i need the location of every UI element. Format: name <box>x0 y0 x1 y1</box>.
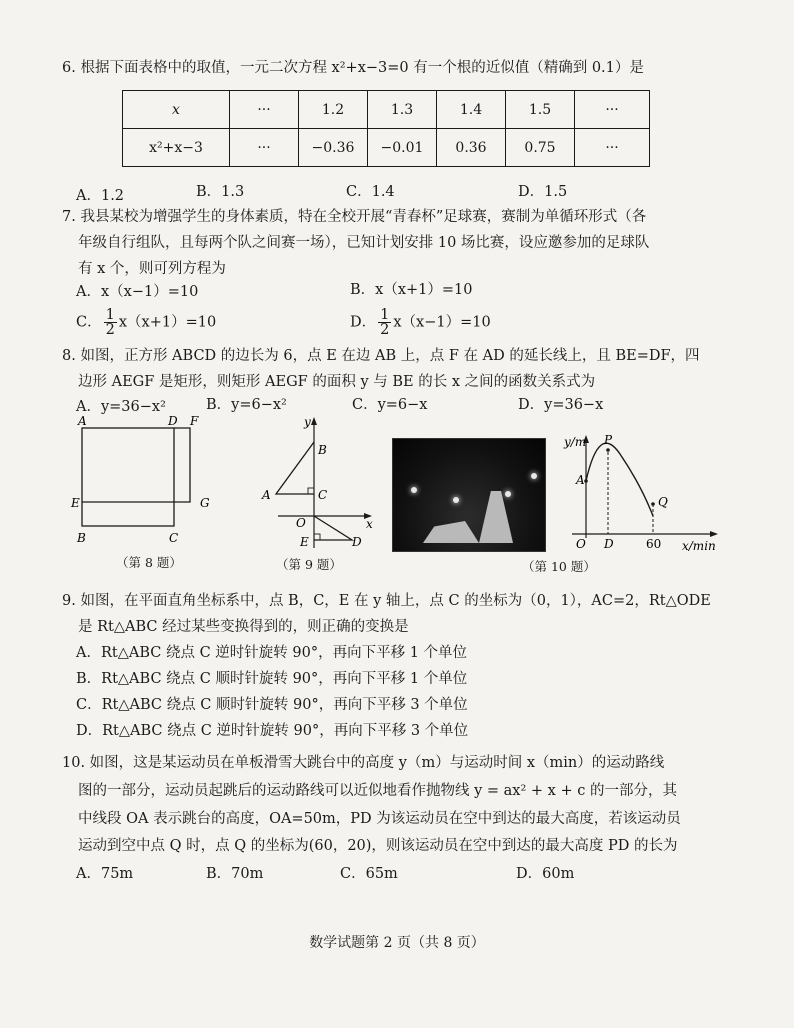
table-cell: −0.36 <box>299 129 368 167</box>
q8-line-2: 边形 AEGF 是矩形，则矩形 AEGF 的面积 y 与 BE 的长 x 之间的函数关系式为 <box>78 374 596 390</box>
table-cell: ··· <box>230 129 299 167</box>
q7-line-2: 年级自行组队，且每两个队之间赛一场），已知计划安排 10 场比赛，设应邀参加的足球队 <box>78 235 650 251</box>
q9-option-d: D．Rt△ABC 绕点 C 逆时针旋转 90°，再向下平移 3 个单位 <box>76 723 469 739</box>
point-label-b: B <box>77 531 86 545</box>
q9-option-a: A．Rt△ABC 绕点 C 逆时针旋转 90°，再向下平移 1 个单位 <box>76 645 468 661</box>
option-text: x（x+1）=10 <box>118 314 217 331</box>
table-cell: x²+x−3 <box>123 129 230 167</box>
floodlight-icon <box>411 487 417 493</box>
figure-10-parabola-graph <box>562 426 728 556</box>
point-label-e: E <box>300 535 309 549</box>
q7-line-3: 有 x 个，则可列方程为 <box>78 261 226 277</box>
q6-option-b: B．1.3 <box>196 184 245 200</box>
point-label-o: O <box>576 537 586 551</box>
q7-option-d <box>350 308 491 337</box>
axis-label-y: y <box>304 415 311 429</box>
table-cell: ··· <box>230 91 299 129</box>
right-angle-mark <box>308 488 314 494</box>
q6-option-d: D．1.5 <box>518 184 568 200</box>
parabola-curve <box>586 443 653 516</box>
q10-option-a: A．75m <box>76 866 134 882</box>
fraction-one-half: $\frac{1}{2}$ <box>380 307 390 338</box>
table-cell: 1.5 <box>506 91 575 129</box>
point-label-q: Q <box>658 495 668 509</box>
q10-option-d: D．60m <box>516 866 575 882</box>
point-label-g: G <box>200 496 210 510</box>
q6-value-table <box>122 90 650 167</box>
q9-option-b: B．Rt△ABC 绕点 C 顺时针旋转 90°，再向下平移 1 个单位 <box>76 671 468 687</box>
figure-9-caption: （第 9 题） <box>276 557 342 572</box>
point-q-marker <box>651 502 655 506</box>
q6-option-c: C．1.4 <box>346 184 395 200</box>
table-cell: 0.36 <box>437 129 506 167</box>
axis-label-x-min: x/min <box>682 539 716 553</box>
x-axis-arrow-icon <box>710 531 718 537</box>
q10-line-4: 运动到空中点 Q 时，点 Q 的坐标为(60，20)，则该运动员在空中到达的最大高度 PD 的长为 <box>78 838 678 854</box>
point-label-c: C <box>318 488 328 502</box>
figure-8-caption: （第 8 题） <box>116 555 182 570</box>
q7-line-1: 7. 我县某校为增强学生的身体素质，特在全校开展“青春杯”足球赛，赛制为单循环形式（各 <box>62 209 647 225</box>
q10-line-3: 中线段 OA 表示跳台的高度，OA=50m，PD 为该运动员在空中到达的最大高度，若该运动员 <box>78 811 681 827</box>
triangle-abc <box>276 442 314 494</box>
table-cell: ··· <box>575 129 650 167</box>
q8-option-b: B．y=6−x² <box>206 397 287 413</box>
point-label-a: A <box>576 473 585 487</box>
q8-option-c: C．y=6−x <box>352 397 428 413</box>
q6-option-a: A．1.2 <box>76 188 125 204</box>
table-cell: 1.2 <box>299 91 368 129</box>
q7-option-b: B．x（x+1）=10 <box>350 282 473 298</box>
fraction-one-half: $\frac{1}{2}$ <box>105 307 115 338</box>
q7-option-a: A．x（x−1）=10 <box>76 284 199 300</box>
point-label-b: B <box>318 443 327 457</box>
figure-10-caption: （第 10 题） <box>522 559 596 574</box>
page-footer: 数学试题第 2 页（共 8 页） <box>309 935 485 951</box>
point-label-a: A <box>78 414 87 428</box>
option-letter: D． <box>350 314 377 331</box>
q7-option-c <box>76 308 216 337</box>
q10-option-c: C．65m <box>340 866 398 882</box>
figure-9-coordinate-diagram <box>256 414 380 552</box>
table-row <box>123 91 650 129</box>
right-angle-mark <box>314 534 320 540</box>
q9-line-2: 是 Rt△ABC 经过某些变换得到的，则正确的变换是 <box>78 619 409 635</box>
q10-line-1: 10. 如图，这是某运动员在单板滑雪大跳台中的高度 y（m）与运动时间 x（min）的运动路线 <box>62 755 665 771</box>
q8-option-d: D．y=36−x <box>518 397 604 413</box>
table-cell: −0.01 <box>368 129 437 167</box>
point-label-d: D <box>352 535 362 549</box>
option-text: x（x−1）=10 <box>393 314 491 331</box>
point-label-o: O <box>296 516 306 530</box>
q10-option-b: B．70m <box>206 866 264 882</box>
point-label-c: C <box>169 531 179 545</box>
floodlight-icon <box>531 473 537 479</box>
point-label-d: D <box>604 537 614 551</box>
table-row <box>123 129 650 167</box>
floodlight-icon <box>453 497 459 503</box>
axis-label-x: x <box>366 517 373 531</box>
q10-line-2: 图的一部分，运动员起跳后的运动路线可以近似地看作抛物线 y = ax² + x + c 的一部分，其 <box>78 783 677 799</box>
q8-option-a: A．y=36−x² <box>76 399 166 415</box>
point-label-p: P <box>604 433 613 447</box>
point-label-a: A <box>262 488 271 502</box>
tick-label-60: 60 <box>646 537 662 551</box>
q6-stem: 6. 根据下面表格中的取值，一元二次方程 x²+x−3=0 有一个根的近似值（精确到 0.1）是 <box>62 60 644 76</box>
point-label-e: E <box>71 496 80 510</box>
floodlight-icon <box>505 491 511 497</box>
q9-option-c: C．Rt△ABC 绕点 C 顺时针旋转 90°，再向下平移 3 个单位 <box>76 697 468 713</box>
q9-line-1: 9. 如图，在平面直角坐标系中，点 B，C，E 在 y 轴上，点 C 的坐标为（0，1），AC=2，Rt△ODE <box>62 593 711 609</box>
table-cell: 1.3 <box>368 91 437 129</box>
ski-jump-ramp-icon <box>423 521 479 543</box>
q8-line-1: 8. 如图，正方形 ABCD 的边长为 6，点 E 在边 AB 上，点 F 在 AD 的延长线上，且 BE=DF，四 <box>62 348 700 364</box>
ski-jump-tower-icon <box>479 491 513 543</box>
point-label-d: D <box>168 414 178 428</box>
ski-jump-photo <box>392 438 546 552</box>
figure-8-square-diagram <box>68 414 218 550</box>
table-cell: 0.75 <box>506 129 575 167</box>
option-letter: C． <box>76 314 102 331</box>
point-label-f: F <box>190 414 199 428</box>
point-p-marker <box>606 448 610 452</box>
y-axis-arrow-icon <box>311 417 317 425</box>
table-cell: ··· <box>575 91 650 129</box>
point-a-marker <box>584 479 588 483</box>
table-cell: 1.4 <box>437 91 506 129</box>
axis-label-y-m: y/m <box>564 435 587 449</box>
table-cell: x <box>123 91 230 129</box>
square-abcd <box>82 428 174 526</box>
